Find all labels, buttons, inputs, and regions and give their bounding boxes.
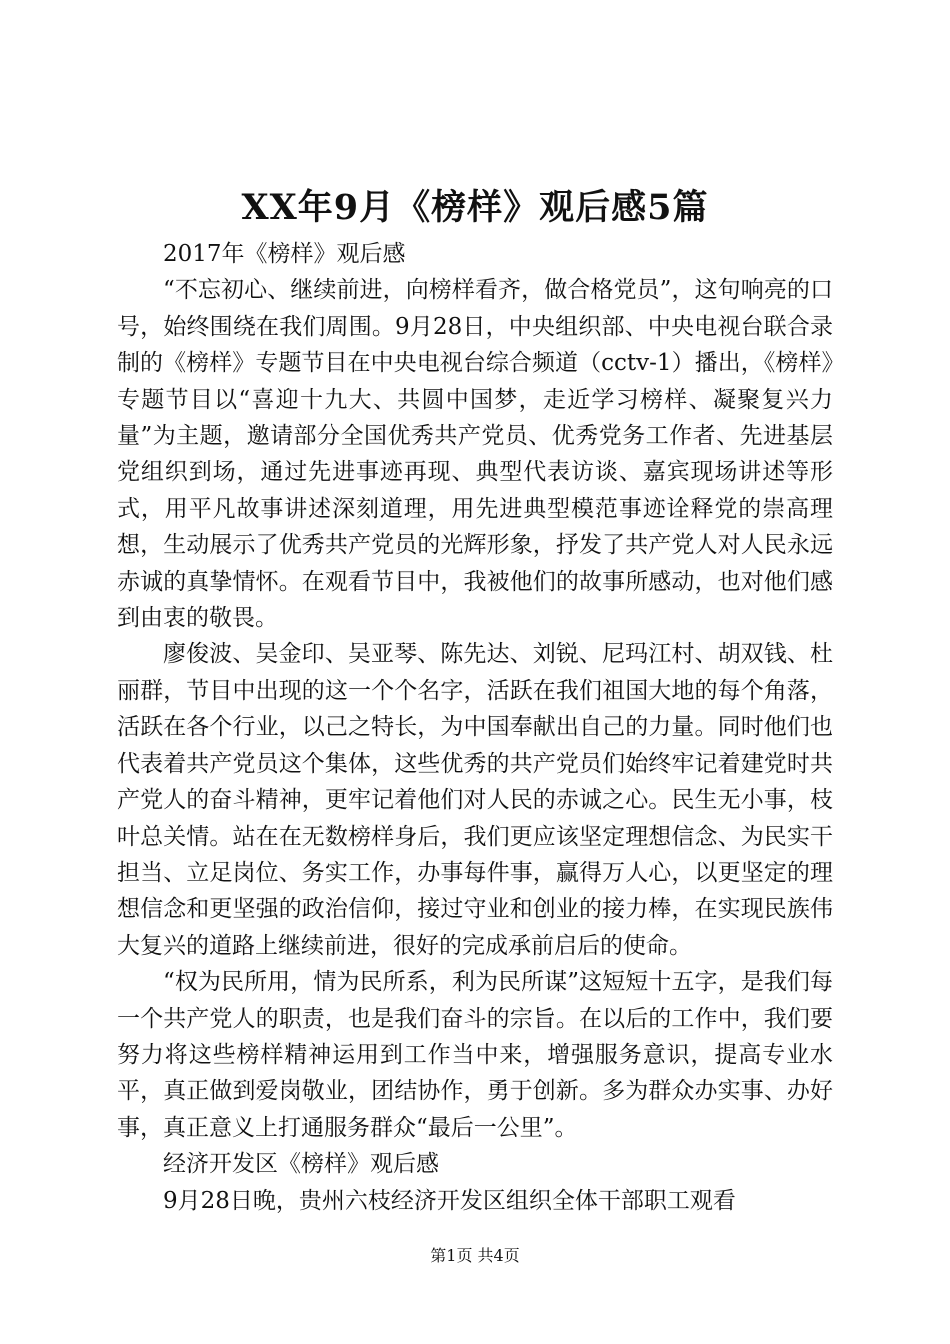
body-paragraph: 9月28日晚，贵州六枝经济开发区组织全体干部职工观看 bbox=[163, 1187, 736, 1214]
document-title: XX年9月《榜样》观后感5篇 bbox=[241, 187, 709, 228]
section-heading: 经济开发区《榜样》观后感 bbox=[163, 1151, 439, 1178]
body-paragraph: “权为民所用，情为民所系，利为民所谋”这短短十五字，是我们每一个共产党人的职责，也是我们奋斗的宗旨。在以后的工作中，我们要努力将这些榜样精神运用到工作当中来，增强服务意识，提高专业水平，真正做到爱岗敬业，团结协作，勇于创新。多为群众办实事、办好事，真正意义上打通服务群众“最后一公里”。 bbox=[117, 969, 833, 1141]
body-paragraph: 廖俊波、吴金印、吴亚琴、陈先达、刘锐、尼玛江村、胡双钱、杜丽群，节目中出现的这一个个名字，活跃在我们祖国大地的每个角落，活跃在各个行业，以己之特长，为中国奉献出自己的力量。同时他们也代表着共产党员这个集体，这些优秀的共产党员们始终牢记着建党时共产党人的奋斗精神，更牢记着他们对人民的赤诚之心。民生无小事，枝叶总关情。站在在无数榜样身后，我们更应该坚定理想信念、为民实干担当、立足岗位、务实工作，办事每件事，赢得万人心，以更坚定的理想信念和更坚强的政治信仰，接过守业和创业的接力棒，在实现民族伟大复兴的道路上继续前进，很好的完成承前启后的使命。 bbox=[117, 641, 833, 959]
body-paragraph: “不忘初心、继续前进，向榜样看齐，做合格党员”，这句响亮的口号，始终围绕在我们周围。9月28日，中央组织部、中央电视台联合录制的《榜样》专题节目在中央电视台综合频道（cctv-1）播出，《榜样》专题节目以“喜迎十九大、共圆中国梦，走近学习榜样、凝聚复兴力量”为主题，邀请部分全国优秀共产党员、优秀党务工作者、先进基层党组织到场，通过先进事迹再现、典型代表访谈、嘉宾现场讲述等形式，用平凡故事讲述深刻道理，用先进典型模范事迹诠释党的崇高理想，生动展示了优秀共产党员的光辉形象，抒发了共产党人对人民永远赤诚的真挚情怀。在观看节目中，我被他们的故事所感动，也对他们感到由衷的敬畏。 bbox=[117, 277, 833, 632]
page-number-footer: 第1页 共4页 bbox=[430, 1246, 520, 1265]
document-body bbox=[117, 236, 833, 1219]
section-heading: 2017年《榜样》观后感 bbox=[163, 241, 406, 267]
